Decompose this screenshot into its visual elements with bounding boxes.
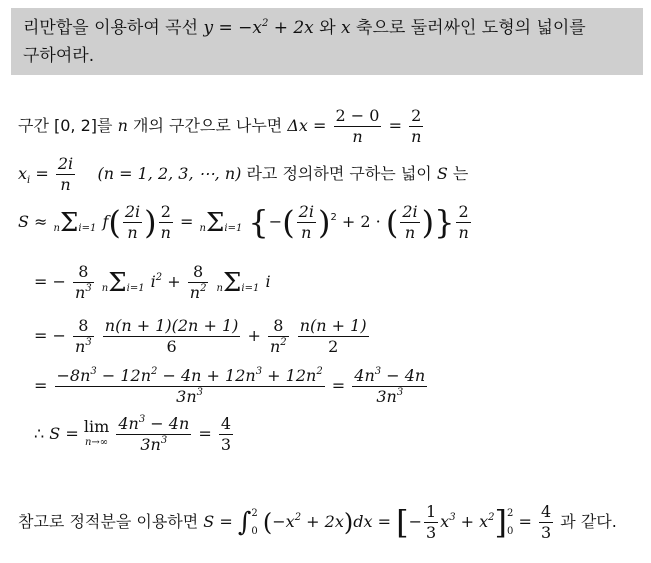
fraction-2i-over-n: $\frac{2i}{n}$ bbox=[57, 154, 74, 194]
solution-line-7: ∴ S = lim n→∞ $\frac{4n^3 - 4n}{3n^3}$ = $\frac{4}{3}$ bbox=[34, 414, 232, 454]
f-of: f bbox=[102, 212, 109, 231]
integral-symbol: ∫ bbox=[237, 507, 252, 538]
problem-line-2: 구하여라. bbox=[23, 46, 95, 66]
n-var: n bbox=[117, 116, 128, 135]
limit-symbol: lim n→∞ bbox=[83, 416, 110, 448]
solution-line-2: $x_i$ = $\frac{2i}{n}$ (n = 1, 2, 3, ⋯, n) 라고 정의하면 구하는 넓이 S 는 bbox=[18, 154, 469, 194]
solution-line-6: = $\frac{-8n^3 - 12n^2 - 4n + 12n^3 + 12n^2}{3n^3}$ = $\frac{4n^3 - 4n}{3n^3}$ bbox=[34, 366, 426, 406]
conclusion-line: 참고로 정적분을 이용하면 S = ∫ 2 0 $(-x^2 + 2x)dx$ = [− $\frac{1}{3}$ $x^3 + x^2$] 2 0 = $\frac{4}{3}$ 과 같다. bbox=[18, 502, 617, 542]
interval-text: 구간 [0, 2]를 bbox=[18, 116, 113, 135]
solution-line-4: = − $\frac{8}{n^3}$ nΣi=1 $i^2$ + $\frac{8}{n^2}$ nΣi=1 i bbox=[34, 262, 271, 302]
problem-text-c: 축으로 둘러싸인 도형의 넓이를 bbox=[356, 18, 586, 38]
problem-text-b: 와 bbox=[319, 18, 336, 38]
x-i: $x_i$ bbox=[18, 164, 31, 186]
sigma-symbol-2: nΣi=1 bbox=[199, 207, 243, 238]
solution-line-3: S ≈ nΣi=1 f( $\frac{2i}{n}$ ) $\frac{2}{n}$ = nΣi=1 {−( $\frac{2i}{n}$ )$^2$ + 2 · ( $\frac{2i}{n}$ )} $\frac{2}{n}$ bbox=[18, 202, 469, 242]
index-condition: (n = 1, 2, 3, ⋯, n) bbox=[97, 164, 242, 183]
problem-line-1 bbox=[23, 14, 631, 42]
define-text: 라고 정의하면 구하는 넓이 bbox=[246, 164, 432, 183]
curve-equation: $y = -x^2 + 2x$ bbox=[203, 18, 314, 38]
fraction-2-0-over-n: $\frac{2 - 0}{n}$ bbox=[335, 106, 380, 146]
solution-line-1: 구간 [0, 2]를 n 개의 구간으로 나누면 Δx = $\frac{2 - 0}{n}$ = $\frac{2}{n}$ bbox=[18, 106, 422, 146]
sigma-symbol: nΣi=1 bbox=[53, 207, 97, 238]
problem-text-a: 리만합을 이용하여 곡선 bbox=[23, 18, 199, 38]
S-approx: S ≈ bbox=[18, 212, 48, 231]
topic-particle: 는 bbox=[452, 164, 469, 183]
delta-x: Δx = bbox=[287, 116, 327, 135]
conclusion-text-a: 참고로 정적분을 이용하면 bbox=[18, 512, 199, 531]
solution-line-5: = − $\frac{8}{n^3}$ $\frac{n(n + 1)(2n + 1)}{6}$ + $\frac{8}{n^2}$ $\frac{n(n + 1)}{2}$ bbox=[34, 316, 367, 356]
axis-variable: x bbox=[341, 18, 351, 38]
conclusion-text-b: 과 같다. bbox=[560, 512, 617, 531]
fraction-2-over-n: $\frac{2}{n}$ bbox=[411, 106, 422, 146]
divide-text: 개의 구간으로 나누면 bbox=[132, 116, 283, 135]
S-var: S bbox=[436, 164, 448, 183]
problem-box bbox=[11, 8, 643, 75]
